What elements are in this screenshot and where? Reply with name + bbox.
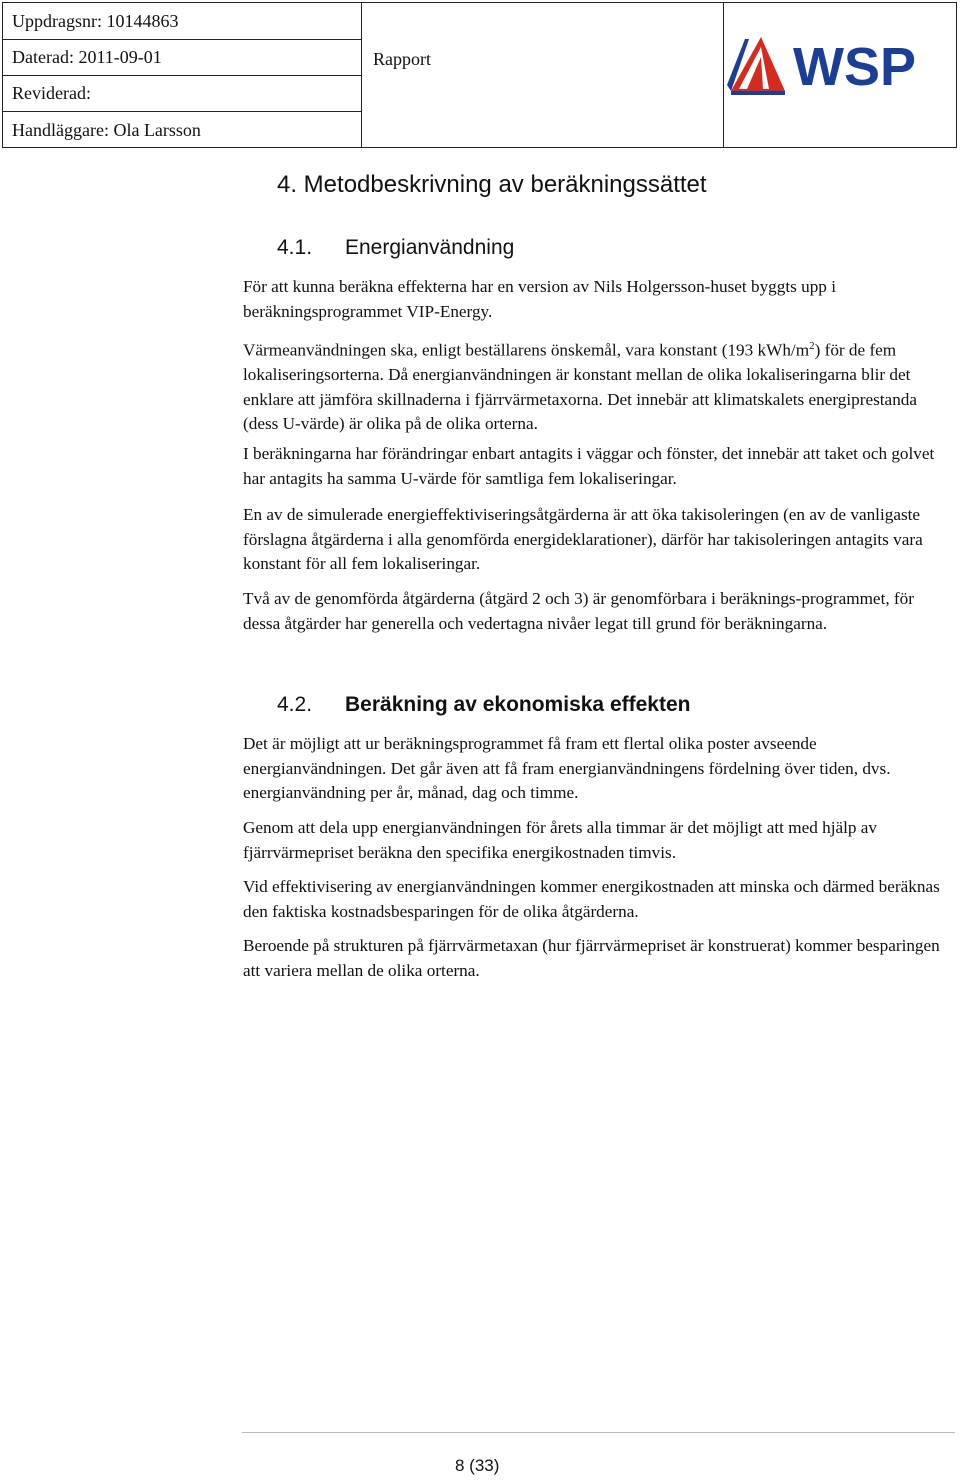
paragraph-text: Det är möjligt att ur beräkningsprogrammet få fram ett flertal olika poster avseende energianvändningen. Det går även att få fram energianvändningens fördelning över tiden, dvs. energianvändning per år, månad, dag och timme. (243, 734, 891, 802)
header-doc-type-column (361, 3, 724, 147)
paragraph-text: I beräkningarna har förändringar enbart antagits i väggar och fönster, det innebär att taket och golvet har antagits ha samma U-värde för samtliga fem lokaliseringar. (243, 444, 935, 488)
paragraph-text: Två av de genomförda åtgärderna (åtgärd 2 och 3) är genomförbara i beräknings-programmet, för dessa åtgärder har generella och vedertagna nivåer legat till grund för beräkningarna. (243, 589, 914, 633)
header-info-column (3, 3, 362, 147)
document-header (2, 2, 957, 148)
revised: Reviderad: (3, 75, 361, 112)
paragraph (243, 816, 955, 865)
paragraph-text: Värmeanvändningen ska, enligt beställarens önskemål, vara konstant (193 kWh/$m^2$) för de fem lokaliseringsorterna. Då energianvändningen är konstant mellan de olika lokaliseringarna blir det enklare att jämföra skillnaderna i fjärrvärmetaxorna. Det innebär att klimatskalets energiprestanda (dess U-värde) är olika på de olika orterna. (243, 340, 918, 434)
paragraph (243, 732, 955, 806)
paragraph (243, 875, 955, 924)
dated: Daterad: 2011-09-01 (3, 39, 361, 76)
subsection-title: Beräkning av ekonomiska effekten (345, 693, 691, 716)
paragraph (243, 934, 955, 983)
subsection-number: 4.1. (277, 236, 313, 259)
document-type: Rapport (373, 49, 431, 69)
paragraph-text: Beroende på strukturen på fjärrvärmetaxan (hur fjärrvärmepriset är konstruerat) kommer besparingen att variera mellan de olika orterna. (243, 936, 940, 980)
paragraph (243, 503, 955, 577)
paragraph (243, 587, 955, 636)
paragraph-text: För att kunna beräkna effekterna har en version av Nils Holgersson-huset byggts upp i beräkningsprogrammet VIP-Energy. (243, 277, 836, 321)
subsection-heading-economic (277, 693, 690, 717)
assignment-number: Uppdragsnr: 10144863 (3, 3, 361, 40)
paragraph-text: Genom att dela upp energianvändningen för årets alla timmar är det möjligt att med hjälp av fjärrvärmepriset beräkna den specifika energikostnaden timvis. (243, 818, 877, 862)
subsection-heading-energy (277, 236, 514, 260)
wsp-logo (723, 33, 957, 95)
subsection-number: 4.2. (277, 693, 313, 716)
paragraph (243, 334, 955, 437)
footer-divider (242, 1432, 955, 1433)
header-logo-column (723, 3, 956, 147)
paragraph-text: Vid effektivisering av energianvändningen kommer energikostnaden att minska och därmed beräknas den faktiska kostnadsbesparingen för de olika åtgärderna. (243, 877, 940, 921)
logo-wordmark: WSP (793, 37, 917, 95)
section-heading: 4. Metodbeskrivning av beräkningssättet (277, 171, 707, 198)
handler: Handläggare: Ola Larsson (12, 120, 201, 140)
paragraph (243, 275, 955, 324)
page-number: 8 (33) (455, 1456, 500, 1475)
paragraph-text: En av de simulerade energieffektiviseringsåtgärderna är att öka takisoleringen (en av de vanligaste förslagna åtgärderna i alla genomförda energideklarationer), därför har takisoleringen antagits vara konstant för all fem lokaliseringar. (243, 505, 923, 573)
paragraph (243, 442, 955, 491)
subsection-title: Energianvändning (345, 236, 515, 259)
